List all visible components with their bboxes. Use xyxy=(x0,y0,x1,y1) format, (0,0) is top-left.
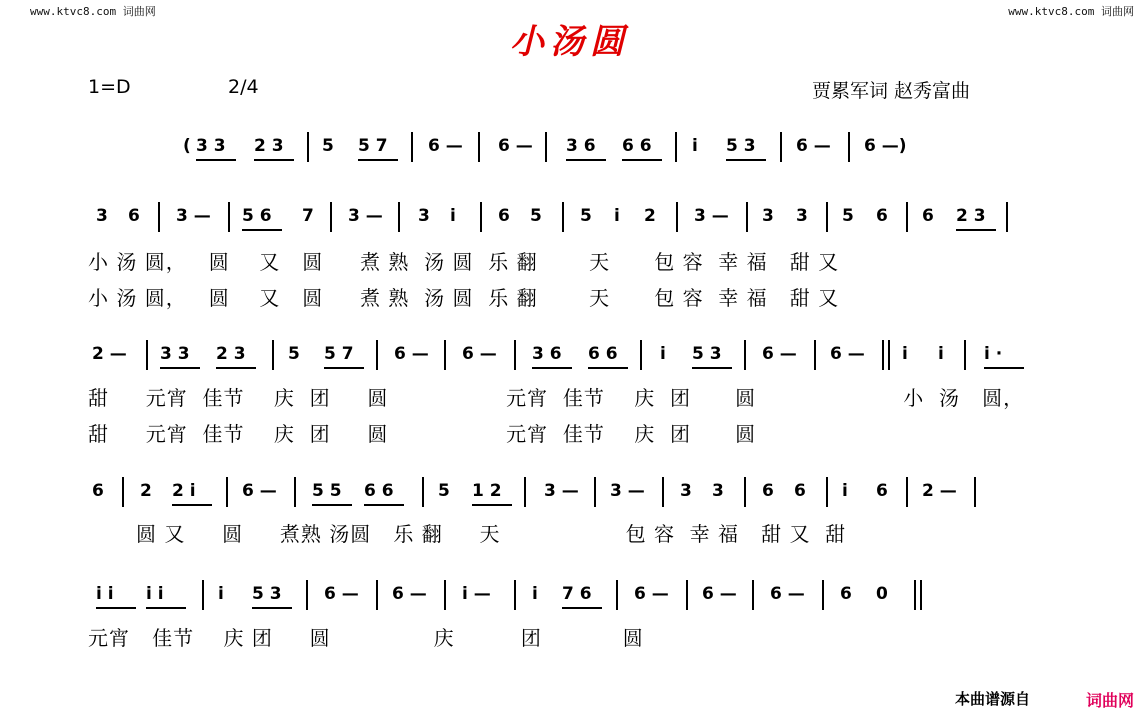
beam-underline xyxy=(726,159,766,161)
note-group: 6 xyxy=(876,481,888,501)
note-group: 6 — xyxy=(242,481,277,501)
note-group: 5 xyxy=(580,206,592,226)
note-group: 6 — xyxy=(324,584,359,604)
note-group: 6 — xyxy=(702,584,737,604)
note-group: i xyxy=(614,206,620,226)
bar-line xyxy=(514,580,516,610)
bar-line xyxy=(814,340,816,370)
note-group: 6 — xyxy=(762,344,797,364)
note-group: i xyxy=(842,481,848,501)
note-group: 2 xyxy=(644,206,656,226)
beam-underline xyxy=(532,367,572,369)
bar-line xyxy=(888,340,890,370)
note-group: 2 — xyxy=(922,481,957,501)
note-group: i i xyxy=(146,584,164,604)
note-group: i xyxy=(938,344,944,364)
note-group: 3 xyxy=(680,481,692,501)
notation-line xyxy=(0,477,1140,517)
bar-line xyxy=(882,340,884,370)
note-group: 5 5 xyxy=(312,481,342,501)
bar-line xyxy=(478,132,480,162)
note-group: 3 — xyxy=(544,481,579,501)
beam-underline xyxy=(984,367,1024,369)
note-group: 6 xyxy=(794,481,806,501)
bar-line xyxy=(746,202,748,232)
bar-line xyxy=(228,202,230,232)
note-group: 6 — xyxy=(462,344,497,364)
note-group: i — xyxy=(462,584,491,604)
bar-line xyxy=(640,340,642,370)
note-group: 5 xyxy=(438,481,450,501)
bar-line xyxy=(662,477,664,507)
note-group: 2 3 xyxy=(956,206,986,226)
bar-line xyxy=(411,132,413,162)
bar-line xyxy=(974,477,976,507)
note-group: 6 — xyxy=(428,136,463,156)
bar-line xyxy=(158,202,160,232)
note-group: 5 3 xyxy=(252,584,282,604)
note-group: 0 xyxy=(876,584,888,604)
note-group: 2 3 xyxy=(216,344,246,364)
note-group: 3 — xyxy=(348,206,383,226)
note-group: 5 xyxy=(842,206,854,226)
beam-underline xyxy=(562,607,602,609)
bar-line xyxy=(914,580,916,610)
beam-underline xyxy=(160,367,200,369)
bar-line xyxy=(306,580,308,610)
beam-underline xyxy=(252,607,292,609)
lyric-line: 甜 元宵 佳节 庆 团 圆 元宵 佳节 庆 团 圆 xyxy=(88,422,757,446)
song-credits: 贾累军词 赵秀富曲 xyxy=(812,80,971,102)
beam-underline xyxy=(196,159,236,161)
lyric-line: 小 汤 圆， 圆 又 圆 煮 熟 汤 圆 乐 翻 天 包 容 幸 福 甜 又 xyxy=(88,286,840,310)
watermark-right: www.ktvc8.com 词曲网 xyxy=(1008,5,1134,18)
note-group: 3 6 xyxy=(532,344,562,364)
bar-line xyxy=(226,477,228,507)
note-group: 6 6 xyxy=(622,136,652,156)
note-group: 3 xyxy=(96,206,108,226)
note-group: i xyxy=(692,136,698,156)
bar-line xyxy=(752,580,754,610)
bar-line xyxy=(524,477,526,507)
notation-line xyxy=(0,132,1140,172)
time-signature: 2/4 xyxy=(228,76,259,98)
beam-underline xyxy=(622,159,662,161)
beam-underline xyxy=(254,159,294,161)
beam-underline xyxy=(96,607,136,609)
note-group: 6 — xyxy=(498,136,533,156)
lyric-line: 圆 又 圆 煮熟 汤圆 乐 翻 天 包 容 幸 福 甜 又 甜 xyxy=(136,522,847,546)
beam-underline xyxy=(312,504,352,506)
note-group: 2 i xyxy=(172,481,196,501)
lyric-line: 元宵 佳节 庆 团 圆 庆 团 圆 xyxy=(88,626,644,650)
bar-line xyxy=(920,580,922,610)
bar-line xyxy=(545,132,547,162)
note-group: 6 xyxy=(762,481,774,501)
bar-line xyxy=(906,202,908,232)
bar-line xyxy=(676,202,678,232)
bar-line xyxy=(444,340,446,370)
note-group: 3 xyxy=(762,206,774,226)
note-group: 5 6 xyxy=(242,206,272,226)
note-group: 3 3 xyxy=(160,344,190,364)
note-group: 6 xyxy=(128,206,140,226)
note-group: 3 xyxy=(796,206,808,226)
bar-line xyxy=(376,340,378,370)
beam-underline xyxy=(358,159,398,161)
note-group: 3 — xyxy=(610,481,645,501)
note-group: ( xyxy=(183,136,191,156)
beam-underline xyxy=(324,367,364,369)
bar-line xyxy=(307,132,309,162)
note-group: 3 xyxy=(712,481,724,501)
note-group: 6 — xyxy=(392,584,427,604)
note-group: 6 xyxy=(922,206,934,226)
note-group: 2 — xyxy=(92,344,127,364)
note-group: 6 xyxy=(876,206,888,226)
bar-line xyxy=(480,202,482,232)
bar-line xyxy=(122,477,124,507)
note-group: 6 xyxy=(92,481,104,501)
note-group: 6 — xyxy=(770,584,805,604)
beam-underline xyxy=(692,367,732,369)
bar-line xyxy=(444,580,446,610)
note-group: 3 6 xyxy=(566,136,596,156)
note-group: 5 xyxy=(322,136,334,156)
watermark-left: www.ktvc8.com 词曲网 xyxy=(30,5,156,18)
beam-underline xyxy=(216,367,256,369)
notation-line xyxy=(0,580,1140,620)
bar-line xyxy=(376,580,378,610)
notation-line xyxy=(0,202,1140,242)
bar-line xyxy=(272,340,274,370)
lyric-line: 小 汤 圆， 圆 又 圆 煮 熟 汤 圆 乐 翻 天 包 容 幸 福 甜 又 xyxy=(88,250,840,274)
beam-underline xyxy=(472,504,512,506)
note-group: 5 xyxy=(530,206,542,226)
note-group: 2 xyxy=(140,481,152,501)
bar-line xyxy=(1006,202,1008,232)
beam-underline xyxy=(588,367,628,369)
bar-line xyxy=(686,580,688,610)
lyric-line: 甜 元宵 佳节 庆 团 圆 元宵 佳节 庆 团 圆 小 汤 圆， xyxy=(88,386,1025,410)
note-group: 2 3 xyxy=(254,136,284,156)
note-group: i · xyxy=(984,344,1003,364)
bar-line xyxy=(964,340,966,370)
note-group: 5 7 xyxy=(324,344,354,364)
bar-line xyxy=(744,340,746,370)
beam-underline xyxy=(956,229,996,231)
note-group: 6 —) xyxy=(864,136,907,156)
note-group: 5 7 xyxy=(358,136,388,156)
note-group: 5 3 xyxy=(692,344,722,364)
bar-line xyxy=(146,340,148,370)
note-group: i i xyxy=(96,584,114,604)
bar-line xyxy=(594,477,596,507)
key-signature: 1=D xyxy=(88,76,131,98)
bar-line xyxy=(822,580,824,610)
note-group: 6 — xyxy=(796,136,831,156)
beam-underline xyxy=(566,159,606,161)
bar-line xyxy=(826,477,828,507)
song-title: 小汤圆 xyxy=(510,22,630,62)
note-group: 6 — xyxy=(394,344,429,364)
note-group: 6 6 xyxy=(364,481,394,501)
bar-line xyxy=(826,202,828,232)
notation-line xyxy=(0,340,1140,380)
bar-line xyxy=(906,477,908,507)
note-group: 5 xyxy=(288,344,300,364)
bar-line xyxy=(398,202,400,232)
site-logo[interactable]: 词曲网 xyxy=(1085,691,1134,710)
note-group: i xyxy=(902,344,908,364)
note-group: 3 xyxy=(418,206,430,226)
note-group: i xyxy=(218,584,224,604)
bar-line xyxy=(744,477,746,507)
bar-line xyxy=(616,580,618,610)
bar-line xyxy=(202,580,204,610)
beam-underline xyxy=(364,504,404,506)
bar-line xyxy=(294,477,296,507)
note-group: 6 xyxy=(840,584,852,604)
note-group: 7 6 xyxy=(562,584,592,604)
note-group: 3 — xyxy=(694,206,729,226)
beam-underline xyxy=(172,504,212,506)
bar-line xyxy=(562,202,564,232)
bar-line xyxy=(848,132,850,162)
note-group: 6 6 xyxy=(588,344,618,364)
note-group: i xyxy=(532,584,538,604)
note-group: 5 3 xyxy=(726,136,756,156)
note-group: 7 xyxy=(302,206,314,226)
bar-line xyxy=(422,477,424,507)
beam-underline xyxy=(242,229,282,231)
beam-underline xyxy=(146,607,186,609)
note-group: 6 xyxy=(498,206,510,226)
note-group: 1 2 xyxy=(472,481,502,501)
source-label: 本曲谱源自 xyxy=(954,690,1030,708)
bar-line xyxy=(675,132,677,162)
bar-line xyxy=(514,340,516,370)
bar-line xyxy=(780,132,782,162)
note-group: i xyxy=(450,206,456,226)
note-group: 6 — xyxy=(830,344,865,364)
note-group: i xyxy=(660,344,666,364)
note-group: 6 — xyxy=(634,584,669,604)
note-group: 3 — xyxy=(176,206,211,226)
note-group: 3 3 xyxy=(196,136,226,156)
bar-line xyxy=(330,202,332,232)
